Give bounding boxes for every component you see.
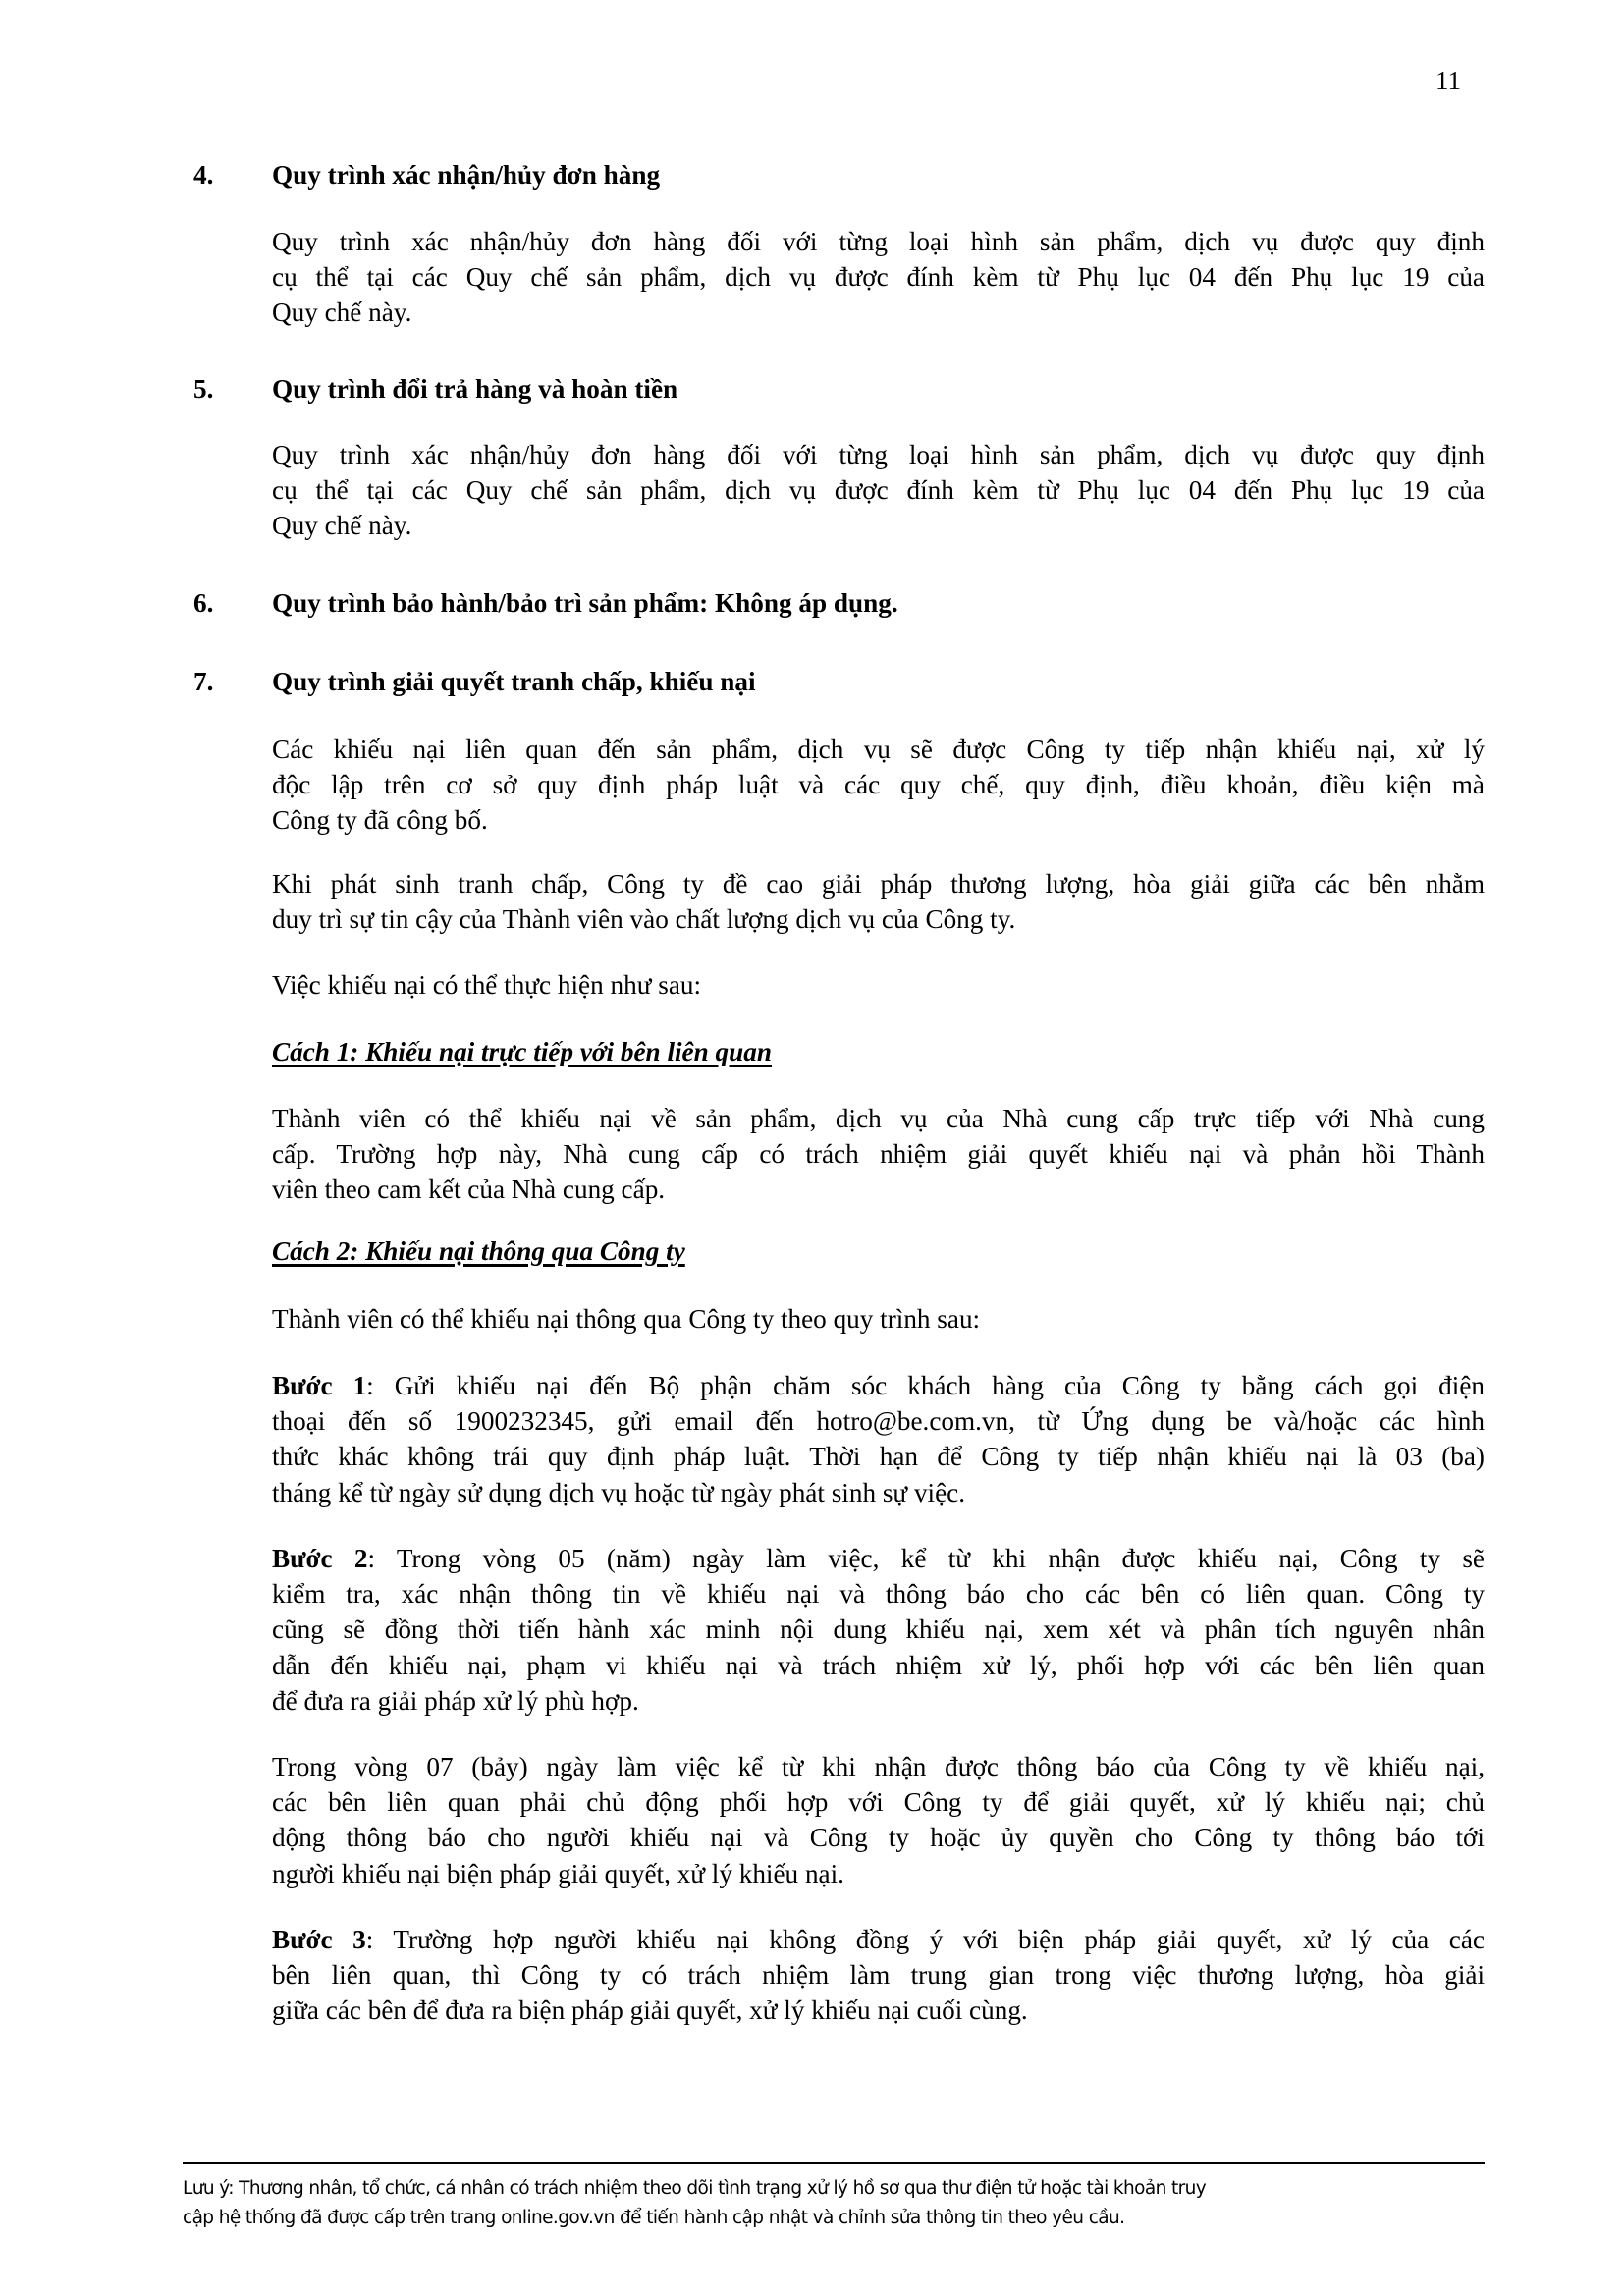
- step-2: [272, 1541, 1485, 1719]
- body-line: động thông báo cho người khiếu nại và Công ty hoặc ủy quyền cho Công ty thông báo tới: [272, 1823, 1485, 1853]
- body-line: độc lập trên cơ sở quy định pháp luật và các quy chế, quy định, điều khoản, điều kiện mà: [272, 770, 1485, 800]
- footer-divider: [183, 2162, 1485, 2164]
- body-line: Thành viên có thể khiếu nại thông qua Công ty theo quy trình sau:: [272, 1304, 981, 1334]
- page-number: 11: [1435, 66, 1461, 95]
- body-text: : Trường hợp người khiếu nại không đồng ý với biện pháp giải quyết, xử lý của các: [365, 1925, 1485, 1954]
- footer-line: cập hệ thống đã được cấp trên trang online.gov.vn để tiến hành cập nhật và chỉnh sửa thông tin theo yêu cầu.: [183, 2208, 1125, 2228]
- body-line: Trong vòng 07 (bảy) ngày làm việc kể từ khi nhận được thông báo của Công ty về khiếu nại,: [272, 1752, 1485, 1781]
- step-3: [272, 1922, 1485, 2029]
- section-7-paragraph-2: [272, 866, 1485, 937]
- step-label: Bước 3: [272, 1925, 366, 1954]
- section-7-paragraph-3: [272, 967, 1485, 1003]
- section-number: 7.: [193, 667, 214, 696]
- method-2-title: Cách 2: Khiếu nại thông qua Công ty: [272, 1236, 685, 1266]
- body-line: người khiếu nại biện pháp giải quyết, xử lý khiếu nại.: [272, 1858, 844, 1888]
- body-line: Các khiếu nại liên quan đến sản phẩm, dịch vụ sẽ được Công ty tiếp nhận khiếu nại, xử lý: [272, 735, 1485, 764]
- section-title: Quy trình bảo hành/bảo trì sản phẩm: Không áp dụng.: [272, 588, 898, 618]
- body-line: bên liên quan, thì Công ty có trách nhiệm làm trung gian trong việc thương lượng, hòa giải: [272, 1960, 1485, 1991]
- body-line: các bên liên quan phải chủ động phối hợp với Công ty để giải quyết, xử lý khiếu nại; chủ: [272, 1787, 1485, 1818]
- body-line: để đưa ra giải pháp xử lý phù hợp.: [272, 1685, 639, 1716]
- section-5-body: [272, 437, 1485, 544]
- body-line: Việc khiếu nại có thể thực hiện như sau:: [272, 970, 702, 1000]
- method-2-intro: [272, 1301, 1485, 1337]
- section-heading-6: [193, 585, 898, 621]
- body-line: cụ thể tại các Quy chế sản phẩm, dịch vụ được đính kèm từ Phụ lục 04 đến Phụ lục 19 của: [272, 475, 1485, 506]
- body-line: giữa các bên để đưa ra biện pháp giải quyết, xử lý khiếu nại cuối cùng.: [272, 1995, 1028, 2026]
- step-2-followup: [272, 1749, 1485, 1891]
- section-number: 6.: [193, 588, 214, 618]
- body-text: : Trong vòng 05 (năm) ngày làm việc, kể từ khi nhận được khiếu nại, Công ty sẽ: [367, 1544, 1485, 1573]
- method-1-title: Cách 1: Khiếu nại trực tiếp với bên liên quan: [272, 1037, 772, 1066]
- footer-line: Lưu ý: Thương nhân, tổ chức, cá nhân có trách nhiệm theo dõi tình trạng xử lý hồ sơ qua thư điện tử hoặc tài khoản truy: [183, 2178, 1207, 2199]
- footer-note: [183, 2174, 1485, 2233]
- body-text: : Gửi khiếu nại đến Bộ phận chăm sóc khách hàng của Công ty bằng cách gọi điện: [366, 1371, 1485, 1400]
- step-label: Bước 2: [272, 1544, 368, 1573]
- body-line: Quy trình xác nhận/hủy đơn hàng đối với từng loại hình sản phẩm, dịch vụ được quy định: [272, 227, 1485, 256]
- body-line: Quy chế này.: [272, 298, 412, 328]
- body-line: Quy chế này.: [272, 511, 412, 541]
- body-line: thoại đến số 1900232345, gửi email đến hotro@be.com.vn, từ Ứng dụng be và/hoặc các hình: [272, 1406, 1485, 1437]
- section-heading-5: [193, 371, 677, 407]
- step-label: Bước 1: [272, 1371, 367, 1400]
- body-line: thức khác không trái quy định pháp luật. Thời hạn để Công ty tiếp nhận khiếu nại là 03 (ba): [272, 1442, 1485, 1472]
- body-line: dẫn đến khiếu nại, phạm vi khiếu nại và trách nhiệm xử lý, phối hợp với các bên liên quan: [272, 1650, 1485, 1680]
- body-line: duy trì sự tin cậy của Thành viên vào chất lượng dịch vụ của Công ty.: [272, 904, 1016, 935]
- section-7-paragraph-1: [272, 732, 1485, 839]
- method-1-body: [272, 1101, 1485, 1208]
- body-line: viên theo cam kết của Nhà cung cấp.: [272, 1175, 666, 1205]
- body-line: tháng kể từ ngày sử dụng dịch vụ hoặc từ ngày phát sinh sự việc.: [272, 1477, 966, 1507]
- body-line: Công ty đã công bố.: [272, 805, 488, 836]
- body-line: cụ thể tại các Quy chế sản phẩm, dịch vụ được đính kèm từ Phụ lục 04 đến Phụ lục 19 của: [272, 262, 1485, 293]
- section-title: Quy trình đổi trả hàng và hoàn tiền: [272, 374, 678, 404]
- step-1: [272, 1368, 1485, 1510]
- body-line: Quy trình xác nhận/hủy đơn hàng đối với từng loại hình sản phẩm, dịch vụ được quy định: [272, 440, 1485, 469]
- section-number: 4.: [193, 160, 214, 190]
- body-line: kiểm tra, xác nhận thông tin về khiếu nại và thông báo cho các bên có liên quan. Công ty: [272, 1579, 1485, 1610]
- body-line: cũng sẽ đồng thời tiến hành xác minh nội dung khiếu nại, xem xét và phân tích nguyên nhân: [272, 1614, 1485, 1645]
- section-title: Quy trình xác nhận/hủy đơn hàng: [272, 160, 661, 190]
- section-heading-7: [193, 664, 756, 699]
- body-line: cấp. Trường hợp này, Nhà cung cấp có trách nhiệm giải quyết khiếu nại và phản hồi Thành: [272, 1139, 1485, 1170]
- section-number: 5.: [193, 374, 214, 404]
- section-title: Quy trình giải quyết tranh chấp, khiếu nại: [272, 667, 756, 696]
- section-4-body: [272, 224, 1485, 331]
- body-line: Thành viên có thể khiếu nại về sản phẩm, dịch vụ của Nhà cung cấp trực tiếp với Nhà cung: [272, 1104, 1485, 1133]
- body-line: Khi phát sinh tranh chấp, Công ty đề cao giải pháp thương lượng, hòa giải giữa các bên nhằm: [272, 869, 1485, 899]
- section-heading-4: [193, 157, 660, 192]
